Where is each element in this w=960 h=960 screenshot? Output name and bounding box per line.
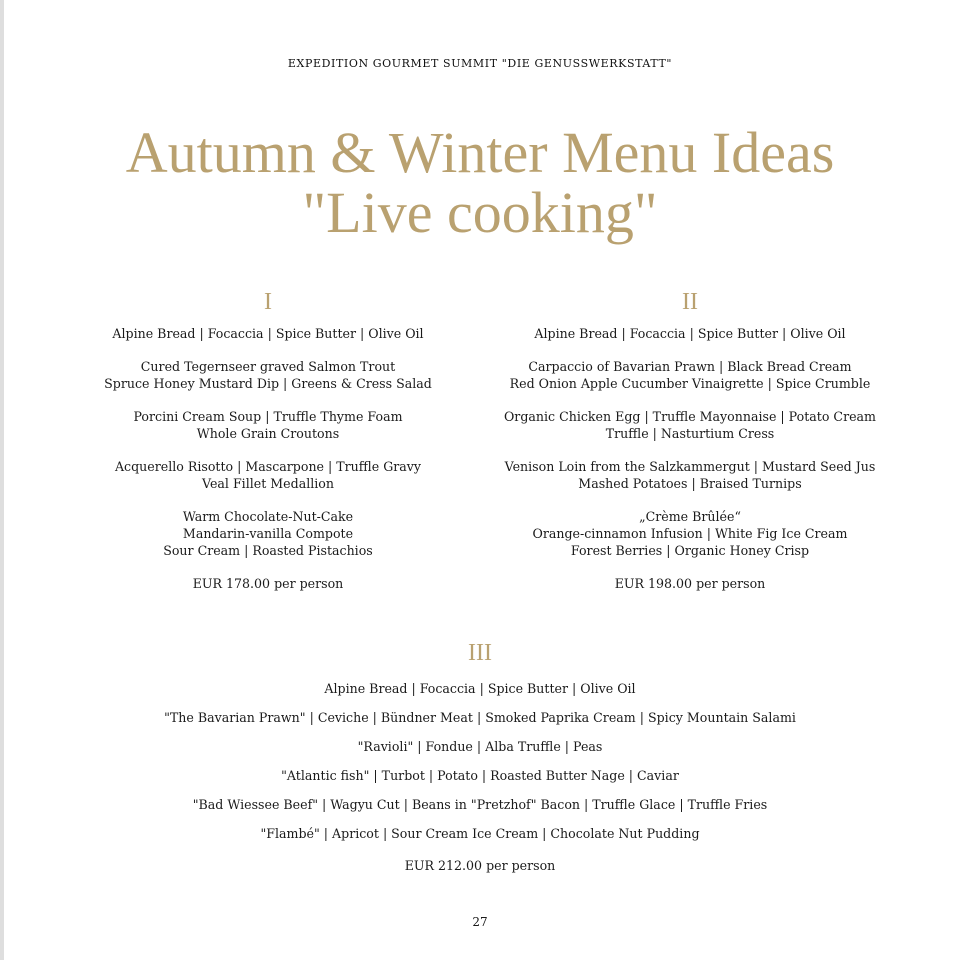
menu-course xyxy=(470,358,910,392)
course-line: Truffle | Nasturtium Cress xyxy=(605,426,775,441)
course-line: Acquerello Risotto | Mascarpone | Truffle Gravy xyxy=(114,459,422,474)
menu-course xyxy=(470,508,910,559)
menu-course xyxy=(470,408,910,442)
menu-numeral: I xyxy=(264,289,272,315)
menu-column-2 xyxy=(470,287,910,592)
course-line: Mashed Potatoes | Braised Turnips xyxy=(578,476,802,491)
course-line: Red Onion Apple Cucumber Vinaigrette | Spice Crumble xyxy=(509,376,871,391)
course-line: Alpine Bread | Focaccia | Spice Butter | Olive Oil xyxy=(324,681,636,696)
header-kicker: EXPEDITION GOURMET SUMMIT "DIE GENUSSWERKSTATT" xyxy=(287,57,673,70)
course-line: "Bad Wiessee Beef" | Wagyu Cut | Beans in "Pretzhof" Bacon | Truffle Glace | Truffle Fries xyxy=(192,797,768,812)
course-line: "Flambé" | Apricot | Sour Cream Ice Cream | Chocolate Nut Pudding xyxy=(260,826,700,841)
course-line: Spruce Honey Mustard Dip | Greens & Cress Salad xyxy=(104,376,432,391)
menu-course xyxy=(470,325,910,342)
menu-section-3 xyxy=(0,638,960,886)
course-line: „Crème Brûlée“ xyxy=(639,509,741,524)
course-line: Venison Loin from the Salzkammergut | Mustard Seed Jus xyxy=(504,459,876,474)
menu-course xyxy=(48,458,488,492)
menu-price: EUR 212.00 per person xyxy=(404,858,556,873)
menu-course xyxy=(48,358,488,392)
course-line: Organic Chicken Egg | Truffle Mayonnaise | Potato Cream xyxy=(503,409,876,424)
page-number: 27 xyxy=(472,915,488,929)
menu-course xyxy=(48,408,488,442)
course-line: Porcini Cream Soup | Truffle Thyme Foam xyxy=(133,409,403,424)
course-line: Warm Chocolate-Nut-Cake xyxy=(182,509,354,524)
menu-course xyxy=(48,508,488,559)
course-line: Sour Cream | Roasted Pistachios xyxy=(163,543,373,558)
course-line: Alpine Bread | Focaccia | Spice Butter | Olive Oil xyxy=(112,326,424,341)
menu-numeral: III xyxy=(468,640,492,666)
course-line: "The Bavarian Prawn" | Ceviche | Bündner Meat | Smoked Paprika Cream | Spicy Mountain Salami xyxy=(164,710,796,725)
menu-course xyxy=(470,458,910,492)
menu-price: EUR 178.00 per person xyxy=(192,576,344,591)
course-line: Cured Tegernseer graved Salmon Trout xyxy=(140,359,396,374)
page-title-line1: Autumn & Winter Menu Ideas xyxy=(125,120,835,185)
course-line: Forest Berries | Organic Honey Crisp xyxy=(570,543,810,558)
course-line: Whole Grain Croutons xyxy=(196,426,340,441)
course-line: "Atlantic fish" | Turbot | Potato | Roasted Butter Nage | Caviar xyxy=(281,768,679,783)
menu-numeral: II xyxy=(682,289,698,315)
menu-column-1 xyxy=(48,287,488,592)
course-line: Orange-cinnamon Infusion | White Fig Ice Cream xyxy=(532,526,848,541)
page-title-line2: "Live cooking" xyxy=(302,180,658,245)
menu-course xyxy=(48,325,488,342)
course-line: "Ravioli" | Fondue | Alba Truffle | Peas xyxy=(357,739,603,754)
course-line: Carpaccio of Bavarian Prawn | Black Bread Cream xyxy=(528,359,852,374)
menu-price: EUR 198.00 per person xyxy=(614,576,766,591)
course-line: Alpine Bread | Focaccia | Spice Butter | Olive Oil xyxy=(534,326,846,341)
course-line: Mandarin-vanilla Compote xyxy=(182,526,354,541)
course-line: Veal Fillet Medallion xyxy=(202,476,334,491)
